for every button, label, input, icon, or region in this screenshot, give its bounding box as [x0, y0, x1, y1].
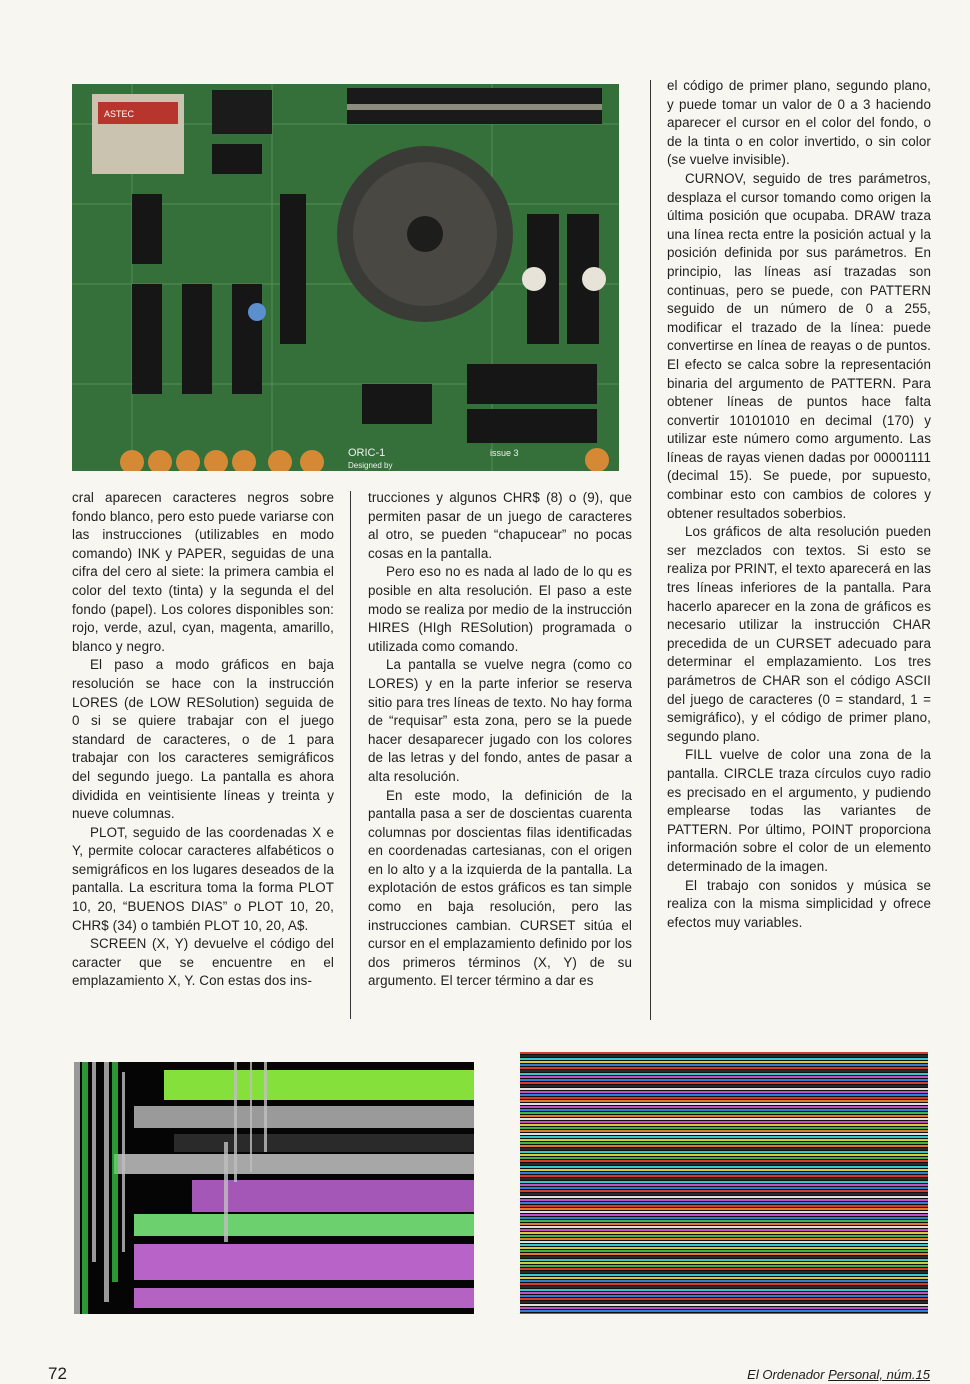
column-rule: [650, 80, 651, 1020]
text-column-1: [72, 489, 334, 991]
stripe: [520, 1175, 928, 1177]
stripe: [520, 1178, 928, 1180]
stripe: [520, 1295, 928, 1297]
stripe: [520, 1298, 928, 1300]
astec-label: ASTEC: [104, 109, 135, 119]
stripe: [520, 1088, 928, 1090]
stripe: [520, 1259, 928, 1261]
stripe: [520, 1211, 928, 1213]
stripe: [520, 1199, 928, 1201]
page-number: 72: [48, 1364, 67, 1383]
stripe: [520, 1247, 928, 1249]
stripe: [520, 1250, 928, 1252]
stripe: [520, 1142, 928, 1144]
stripe: [520, 1214, 928, 1216]
stripe: [520, 1070, 928, 1072]
paragraph: Pero eso no es nada al lado de lo qu es posible en alta resolución. El paso a este modo se realiza por medio de la instrucción HIRES (HIgh RESolution) programada o utilizada como comando.: [368, 564, 632, 654]
stripe: [520, 1253, 928, 1255]
stripe: [520, 1181, 928, 1183]
stripe: [520, 1124, 928, 1126]
stripe: [520, 1304, 928, 1306]
text-column-2: [368, 489, 632, 991]
stripe: [520, 1091, 928, 1093]
paragraph: PLOT, seguido de las coordenadas X e Y, permite colocar caracteres alfabéticos o semigráficos en los lugares deseados de la pantalla. La escritura toma la forma PLOT 10, 20, “BUENOS DIAS” o PLOT 10, 20, CHR$ (34) o también PLOT 10, 20, A$.: [72, 824, 334, 933]
stripe: [520, 1073, 928, 1075]
stripe: [520, 1193, 928, 1195]
stripe: [520, 1118, 928, 1120]
stripe: [520, 1217, 928, 1219]
stripe: [520, 1085, 928, 1087]
designed-label: Designed by: [348, 461, 393, 470]
stripe: [520, 1241, 928, 1243]
stripe: [520, 1076, 928, 1078]
paragraph: La pantalla se vuelve negra (como co LORES) y en la parte inferior se reserva sitio para tres líneas de texto. No hay forma de “requisar” esta zona, pero se la puede hacer desaparecer jugado con los colores de las letras y del fondo, antes de pasar a alta resolución.: [368, 657, 632, 784]
stripe: [520, 1169, 928, 1171]
stripe: [520, 1292, 928, 1294]
stripe: [520, 1244, 928, 1246]
stripe: [520, 1283, 928, 1285]
paragraph: CURNOV, seguido de tres parámetros, desplaza el cursor tomando como origen la última posición que ocupaba. DRAW traza una línea recta entre la posición actual y la posición definida por sus parámetros. En principio, las líneas así trazadas son continuas, pero se puede, con PATTERN seguido de un número de 0 a 255, modificar el trazado de la línea: puede convertirse en línea de reayas o de puntos. El efecto se calca sobre la representación binaria del argumento de PATTERN. Para obtener líneas de puntos hace falta convertir 10101010 en decimal (170) y utilizar este número como argumento. Las líneas de rayas vienen dadas por 00001111 (decimal 15). Se puede, por supuesto, combinar esto con cambios de colores y obtener resultados soberbios.: [667, 170, 931, 521]
paragraph: En este modo, la definición de la pantalla pasa a ser de doscientas cuarenta columnas por doscientas filas identificadas en coordenadas cartesianas, con el origen en lo alto y a la izquierda de la pantalla. La explotación de estos gráficos es tan simple como en baja resolución, pero las instrucciones cambian. CURSET sitúa el cursor en el emplazamiento definido por los dos primeros términos (X, Y) de su argumento. El tercer término a dar es: [368, 787, 632, 989]
stripe: [520, 1196, 928, 1198]
text-column-3: [667, 77, 931, 932]
hires-screen-bands-photo: [74, 1062, 474, 1314]
stripe: [520, 1301, 928, 1303]
stripe: [520, 1274, 928, 1276]
stripe: [520, 1130, 928, 1132]
stripe: [520, 1232, 928, 1234]
stripe: [520, 1079, 928, 1081]
paragraph: SCREEN (X, Y) devuelve el código del caracter que se encuentre en el emplazamiento X, Y. Con estas dos ins-: [72, 936, 334, 989]
stripe: [520, 1103, 928, 1105]
stripe: [520, 1136, 928, 1138]
magazine-name: El Ordenador: [747, 1367, 829, 1382]
stripe: [520, 1160, 928, 1162]
paragraph: cral aparecen caracteres negros sobre fondo blanco, pero esto puede variarse con las instrucciones (utilizables en modo comando) INK y PAPER, seguidas de una cifra del cero al siete: la primera cambia el color del texto (tinta) y la segunda el del fondo (papel). Los colores disponibles son: rojo, verde, azul, cyan, magenta, amarillo, blanco y negro.: [72, 490, 334, 654]
paragraph: El trabajo con sonidos y música se realiza con la misma simplicidad y ofrece efectos muy variables.: [667, 877, 931, 930]
stripe: [520, 1157, 928, 1159]
oric-label: ORIC-1: [348, 447, 386, 459]
stripe: [520, 1151, 928, 1153]
stripe: [520, 1256, 928, 1258]
stripe: [520, 1265, 928, 1267]
stripe: [520, 1166, 928, 1168]
paragraph: trucciones y algunos CHR$ (8) o (9), que permiten pasar de un juego de caracteres al otro, se pueden “chapucear” no pocas cosas en la pantalla.: [368, 490, 632, 561]
stripe: [520, 1229, 928, 1231]
stripe: [520, 1202, 928, 1204]
stripe: [520, 1262, 928, 1264]
stripe: [520, 1154, 928, 1156]
pattern-lines-screen-photo: [520, 1052, 928, 1314]
stripe: [520, 1208, 928, 1210]
stripe: [520, 1055, 928, 1057]
stripe: [520, 1280, 928, 1282]
stripe: [520, 1058, 928, 1060]
stripe: [520, 1313, 928, 1314]
paragraph: el código de primer plano, segundo plano, y puede tomar un valor de 0 a 3 haciendo aparecer el cursor en el color del fondo, o de la tinta o en color invertido, o sin color (se vuelve invisible).: [667, 78, 931, 168]
stripe: [520, 1082, 928, 1084]
stripe: [520, 1133, 928, 1135]
stripe: [520, 1307, 928, 1309]
stripe: [520, 1121, 928, 1123]
stripe: [520, 1220, 928, 1222]
stripe: [520, 1061, 928, 1063]
paragraph: El paso a modo gráficos en baja resolución se hace con la instrucción LORES (de LOW RESolution) seguida de 0 si se quiere trabajar con el juego standard de caracteres, o de 1 para trabajar con los caracteres semigráficos del segundo juego. La pantalla es ahora dividida en veintisiente líneas y treinta y nueve columnas.: [72, 657, 334, 822]
stripe: [520, 1271, 928, 1273]
stripe: [520, 1067, 928, 1069]
stripe: [520, 1226, 928, 1228]
stripe: [520, 1184, 928, 1186]
column-rule: [350, 491, 351, 1019]
stripe: [520, 1094, 928, 1096]
stripe: [520, 1289, 928, 1291]
stripe: [520, 1172, 928, 1174]
stripe: [520, 1163, 928, 1165]
stripe: [520, 1127, 928, 1129]
stripe: [520, 1268, 928, 1270]
stripe: [520, 1064, 928, 1066]
oric-board-photo: [72, 84, 619, 471]
stripe: [520, 1052, 928, 1054]
paragraph: FILL vuelve de color una zona de la pantalla. CIRCLE traza círculos cuyo radio es precisado en el argumento, y pudiendo emplearse todas las variantes de PATTERN. Por último, POINT proporciona información sobre el color de un elemento determinado de la imagen.: [667, 747, 931, 874]
stripe: [520, 1310, 928, 1312]
stripe: [520, 1106, 928, 1108]
stripe: [520, 1115, 928, 1117]
stripe: [520, 1100, 928, 1102]
stripe: [520, 1112, 928, 1114]
stripe: [520, 1187, 928, 1189]
magazine-issue: [747, 1367, 930, 1382]
stripe: [520, 1223, 928, 1225]
stripe: [520, 1109, 928, 1111]
stripe: [520, 1145, 928, 1147]
stripe: [520, 1235, 928, 1237]
magazine-issue-number: Personal, núm.15: [828, 1367, 930, 1382]
stripe: [520, 1205, 928, 1207]
stripe: [520, 1238, 928, 1240]
stripe: [520, 1286, 928, 1288]
stripe: [520, 1139, 928, 1141]
issue-label: issue 3: [490, 448, 519, 458]
stripe: [520, 1190, 928, 1192]
stripe: [520, 1277, 928, 1279]
paragraph: Los gráficos de alta resolución pueden ser mezclados con textos. Si esto se realiza por PRINT, el texto aparecerá en las tres líneas inferiores de la pantalla. Para hacerlo aparecer en la zona de gráficos es necesario utilizar la instrucción CHAR precedida de un CURSET adecuado para determinar el emplazamiento. Los tres parámetros de CHAR son el código ASCII del juego de caracteres (0 = standard, 1 = semigráfico), y el código de primer plano, segundo plano.: [667, 524, 931, 744]
stripe: [520, 1097, 928, 1099]
stripe: [520, 1148, 928, 1150]
